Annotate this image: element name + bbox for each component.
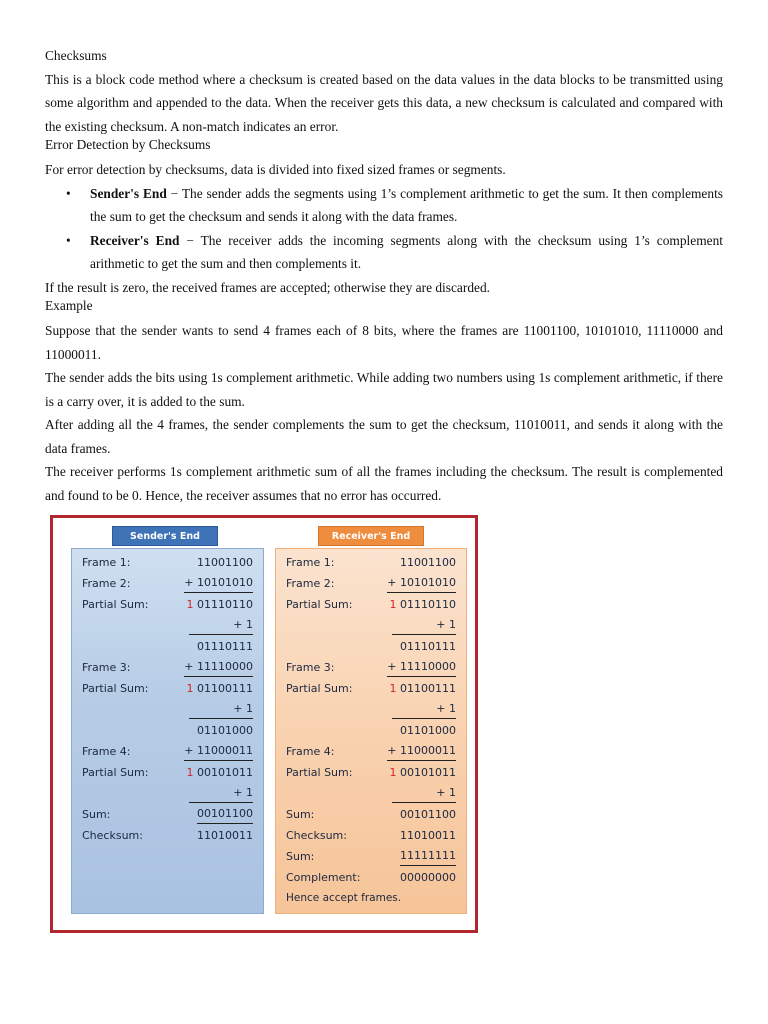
result-value: 01110111: [197, 640, 253, 653]
partial-sum-label: Partial Sum:: [82, 766, 149, 779]
frame-row: [276, 574, 466, 594]
add-one: + 1: [392, 700, 456, 719]
complement-value: 00000000: [400, 871, 456, 884]
frame1-label: Frame 1:: [286, 556, 335, 569]
bullet-senders-end: [66, 182, 724, 229]
sender-tab: Sender's End: [112, 526, 218, 546]
frame-row: [276, 742, 466, 762]
add-one-row: [72, 616, 263, 636]
example-title: Example: [45, 298, 93, 313]
example-paragraph-1: Suppose that the sender wants to send 4 frames each of 8 bits, where the frames are 11001100, 10101010, 11110000 and 11000011.: [45, 323, 723, 362]
add-one-row: [276, 784, 466, 804]
frame2-label: Frame 2:: [82, 577, 131, 590]
partial-sum-label: Partial Sum:: [82, 682, 149, 695]
carry-bit: 1: [389, 766, 397, 779]
frame3-label: Frame 3:: [82, 661, 131, 674]
frame3-label: Frame 3:: [286, 661, 335, 674]
frame-row: [276, 553, 466, 573]
checksum-row: [276, 826, 466, 846]
partial-sum-value: 01100111: [197, 682, 253, 695]
sum-label: Sum:: [286, 808, 315, 821]
sum-row: [276, 805, 466, 825]
result-row: [72, 721, 263, 741]
result-paragraph: If the result is zero, the received frames are accepted; otherwise they are discarded.: [45, 279, 491, 295]
frame4-label: Frame 4:: [286, 745, 335, 758]
add-one: + 1: [392, 784, 456, 803]
checksum-row: [72, 826, 263, 846]
partial-sum-row: [72, 679, 263, 699]
bullet-head: Receiver's End: [90, 232, 180, 248]
section-title: Error Detection by Checksums: [45, 137, 211, 152]
partial-sum-label: Partial Sum:: [286, 766, 353, 779]
bullet-head: Sender's End: [90, 185, 167, 201]
receiver-panel: [275, 531, 467, 914]
result-row: [72, 637, 263, 657]
frame4-label: Frame 4:: [82, 745, 131, 758]
bullet-receivers-end: [66, 229, 723, 276]
example-paragraph-4: The receiver performs 1s complement arithmetic sum of all the frames including the checksum. The result is complemented and found to be 0. Hence, the receiver assumes that no error has occurred.: [45, 464, 723, 503]
partial-sum-value: 00101011: [197, 766, 253, 779]
sum-value: 00101100: [197, 805, 253, 824]
add-one-row: [72, 700, 263, 720]
bullet-dot: •: [66, 232, 71, 248]
frame3-value: + 11110000: [387, 658, 456, 677]
partial-sum-row: [276, 595, 466, 615]
add-one: + 1: [392, 616, 456, 635]
carry-bit: 1: [186, 766, 194, 779]
checksum-figure: [50, 515, 478, 933]
doc-title: Checksums: [45, 48, 107, 63]
result-value: 01110111: [400, 640, 456, 653]
partial-sum-row: [276, 763, 466, 783]
frame-row: [276, 658, 466, 678]
example-paragraph-3: After adding all the 4 frames, the sender complements the sum to get the checksum, 11010011, and sends it along with the data frames.: [45, 417, 723, 456]
partial-sum-label: Partial Sum:: [82, 598, 149, 611]
checksum-value: 11010011: [400, 829, 456, 842]
result-row: [276, 721, 466, 741]
sender-panel: [71, 531, 264, 914]
bullet-dot: •: [66, 185, 71, 201]
frame3-value: + 11110000: [184, 658, 253, 677]
frame2-value: + 10101010: [387, 574, 456, 593]
result-value: 01101000: [197, 724, 253, 737]
partial-sum-label: Partial Sum:: [286, 598, 353, 611]
bullet-list: [45, 182, 723, 276]
frame1-value: 11001100: [400, 556, 456, 569]
frame1-value: 11001100: [197, 556, 253, 569]
add-one-row: [276, 616, 466, 636]
partial-sum-row: [276, 679, 466, 699]
frame-row: [72, 574, 263, 594]
sum2-value: 11111111: [400, 847, 456, 866]
partial-sum-label: Partial Sum:: [286, 682, 353, 695]
carry-bit: 1: [389, 598, 397, 611]
sum-value: 00101100: [400, 808, 456, 821]
frame2-value: + 10101010: [184, 574, 253, 593]
add-one: + 1: [189, 784, 253, 803]
accept-note: Hence accept frames.: [286, 892, 402, 904]
add-one: + 1: [189, 616, 253, 635]
partial-sum-row: [72, 763, 263, 783]
frame-row: [72, 553, 263, 573]
frame4-value: + 11000011: [387, 742, 456, 761]
result-value: 01101000: [400, 724, 456, 737]
carry-bit: 1: [186, 682, 194, 695]
partial-sum-value: 01110110: [400, 598, 456, 611]
intro-paragraph: This is a block code method where a checksum is created based on the data values in the data blocks to be transmitted using some algorithm and appended to the data. When the receiver gets this data, a new checksum is calculated and compared with the existing checksum. A non-match indicates an error.: [45, 71, 723, 134]
result-row: [276, 637, 466, 657]
bullet-text: − The sender adds the segments using 1’s complement arithmetic to get the sum. It then complements the sum to get the checksum and sends it along with the data frames.: [90, 185, 724, 224]
receiver-tab: Receiver's End: [318, 526, 424, 546]
sum2-label: Sum:: [286, 850, 315, 863]
frame4-value: + 11000011: [184, 742, 253, 761]
bullet-text: − The receiver adds the incoming segments along with the checksum using 1’s complement arithmetic to get the sum and then complements it.: [90, 232, 723, 271]
add-one: + 1: [189, 700, 253, 719]
add-one-row: [276, 700, 466, 720]
partial-sum-value: 01110110: [197, 598, 253, 611]
sum2-row: [276, 847, 466, 867]
partial-sum-value: 00101011: [400, 766, 456, 779]
frame-row: [72, 658, 263, 678]
partial-sum-value: 01100111: [400, 682, 456, 695]
frame1-label: Frame 1:: [82, 556, 131, 569]
sum-label: Sum:: [82, 808, 111, 821]
checksum-value: 11010011: [197, 829, 253, 842]
frame2-label: Frame 2:: [286, 577, 335, 590]
frame-row: [72, 742, 263, 762]
complement-label: Complement:: [286, 871, 361, 884]
carry-bit: 1: [389, 682, 397, 695]
sum-row: [72, 805, 263, 825]
example-paragraph-2: The sender adds the bits using 1s complement arithmetic. While adding two numbers using 1s complement arithmetic, if there is a carry over, it is added to the sum.: [45, 370, 723, 409]
document: [45, 44, 723, 507]
lead-paragraph: For error detection by checksums, data is divided into fixed sized frames or segments.: [45, 162, 506, 177]
add-one-row: [72, 784, 263, 804]
carry-bit: 1: [186, 598, 194, 611]
checksum-label: Checksum:: [286, 829, 347, 842]
complement-row: [276, 868, 466, 888]
partial-sum-row: [72, 595, 263, 615]
checksum-label: Checksum:: [82, 829, 143, 842]
